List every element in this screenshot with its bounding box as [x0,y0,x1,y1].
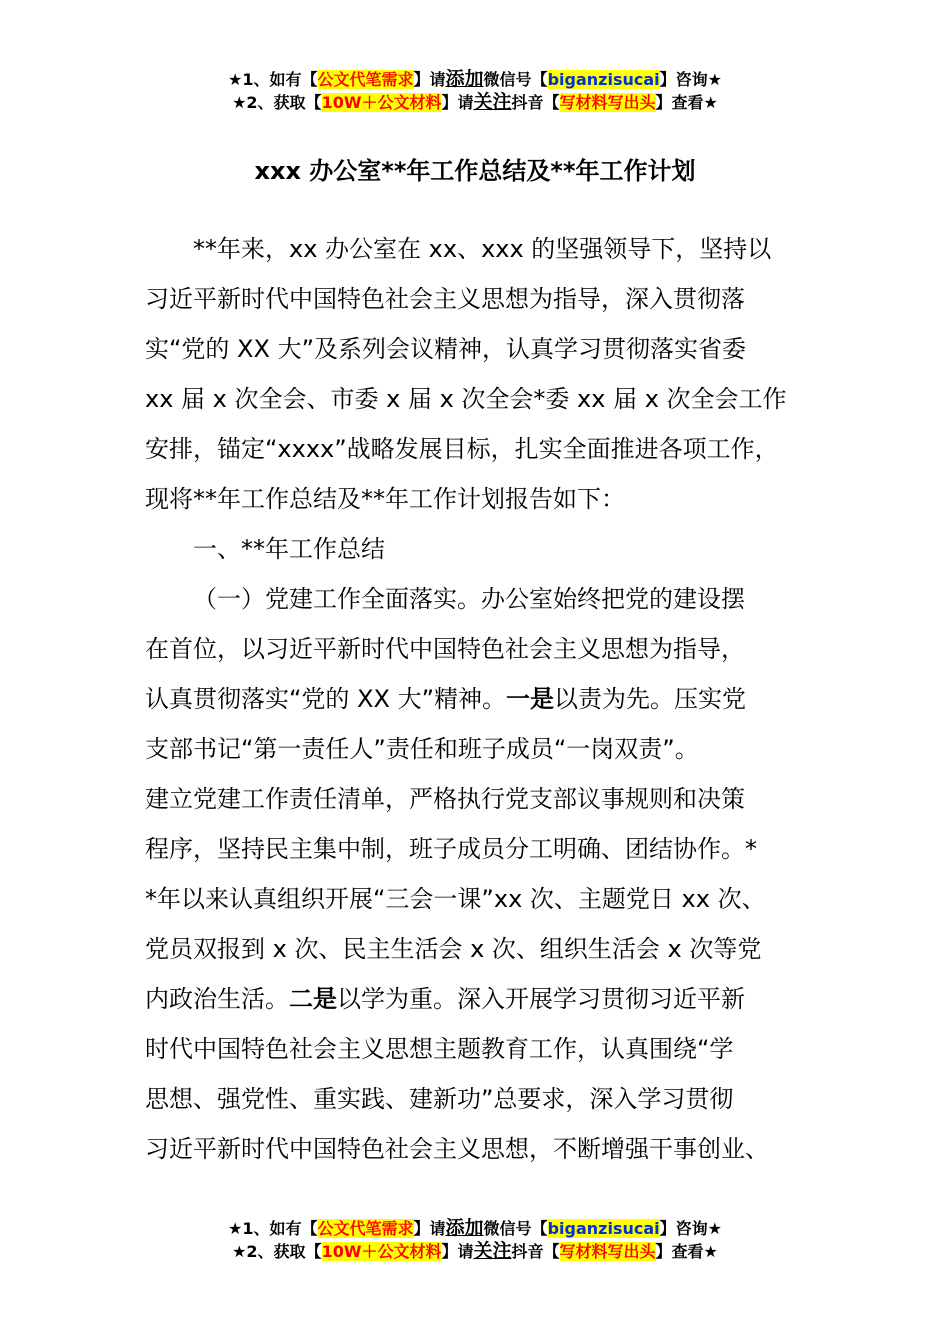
paragraph-line: 习近平新时代中国特色社会主义思想为指导，深入贯彻落 [145,285,745,313]
notice-underlined: 关注 [473,1240,512,1262]
footer-notice [0,1217,950,1263]
douyin-account: 写材料写出头 [559,1242,656,1261]
notice-text: 】咨询★ [659,1219,722,1238]
paragraph-line: *年以来认真组织开展“三会一课”xx 次、主题党日 xx 次、 [145,885,766,913]
paragraph-line: 建立党建工作责任清单，严格执行党支部议事规则和决策 [145,785,745,813]
document-title: xxx 办公室**年工作总结及**年工作计划 [254,157,696,185]
notice-highlight: 10W＋公文材料 [321,1242,442,1261]
paragraph-text: 以责为先。压实党 [554,685,747,713]
paragraph-line: 党员双报到 x 次、民主生活会 x 次、组织生活会 x 次等党 [145,935,762,963]
paragraph-line: **年来，xx 办公室在 xx、xxx 的坚强领导下，坚持以 [193,235,772,263]
notice-line-1 [0,1217,950,1240]
wechat-id: biganzisucai [547,70,660,89]
notice-underlined: 添加 [445,1217,484,1239]
paragraph-line: 在首位，以习近平新时代中国特色社会主义思想为指导， [145,635,745,663]
paragraph-text: 以学为重。深入开展学习贯彻习近平新 [337,985,745,1013]
emphasis-first: 一是 [506,685,555,713]
paragraph-line: 现将**年工作总结及**年工作计划报告如下： [145,485,625,513]
paragraph-line: 时代中国特色社会主义思想主题教育工作，认真围绕“学 [145,1035,734,1063]
section-heading: 一、**年工作总结 [193,535,385,563]
wechat-id: biganzisucai [547,1219,660,1238]
paragraph-line: 支部书记“第一责任人”责任和班子成员“一岗双责”。 [145,735,699,763]
notice-text: 】查看★ [655,1242,718,1261]
notice-text: 】请 [441,1242,474,1261]
notice-line-2 [0,1240,950,1263]
paragraph-text: 认真贯彻落实“党的 XX 大”精神。 [145,685,507,713]
notice-text: ★2、获取【 [232,93,322,112]
notice-text: 微信号【 [483,1219,548,1238]
douyin-account: 写材料写出头 [559,93,656,112]
paragraph-line: 思想、强党性、重实践、建新功”总要求，深入学习贯彻 [145,1085,734,1113]
paragraph-text: 内政治生活。 [145,985,289,1013]
notice-highlight: 公文代笔需求 [317,70,414,89]
paragraph-line: （一）党建工作全面落实。办公室始终把党的建设摆 [193,585,745,613]
notice-text: 】请 [413,70,446,89]
paragraph-line: 程序，坚持民主集中制，班子成员分工明确、团结协作。* [145,835,757,863]
notice-underlined: 关注 [473,91,512,113]
notice-text: 】咨询★ [659,70,722,89]
document-body [145,224,825,1174]
notice-text: 】请 [413,1219,446,1238]
paragraph-line [145,974,825,1024]
paragraph-line: 实“党的 XX 大”及系列会议精神，认真学习贯彻落实省委 [145,335,747,363]
notice-text: 】请 [441,93,474,112]
notice-highlight: 10W＋公文材料 [321,93,442,112]
notice-line-1 [0,68,950,91]
notice-underlined: 添加 [445,68,484,90]
paragraph-line: xx 届 x 次全会、市委 x 届 x 次全会*委 xx 届 x 次全会工作 [145,385,787,413]
paragraph-line: 安排，锚定“xxxx”战略发展目标，扎实全面推进各项工作， [145,435,779,463]
notice-text: 抖音【 [511,1242,560,1261]
notice-text: ★1、如有【 [228,1219,318,1238]
notice-text: ★1、如有【 [228,70,318,89]
paragraph-line: 习近平新时代中国特色社会主义思想，不断增强干事创业、 [145,1135,769,1163]
notice-line-2 [0,91,950,114]
notice-highlight: 公文代笔需求 [317,1219,414,1238]
header-notice [0,68,950,114]
paragraph-line [145,674,825,724]
notice-text: 抖音【 [511,93,560,112]
emphasis-second: 二是 [289,985,337,1013]
notice-text: 微信号【 [483,70,548,89]
notice-text: ★2、获取【 [232,1242,322,1261]
notice-text: 】查看★ [655,93,718,112]
